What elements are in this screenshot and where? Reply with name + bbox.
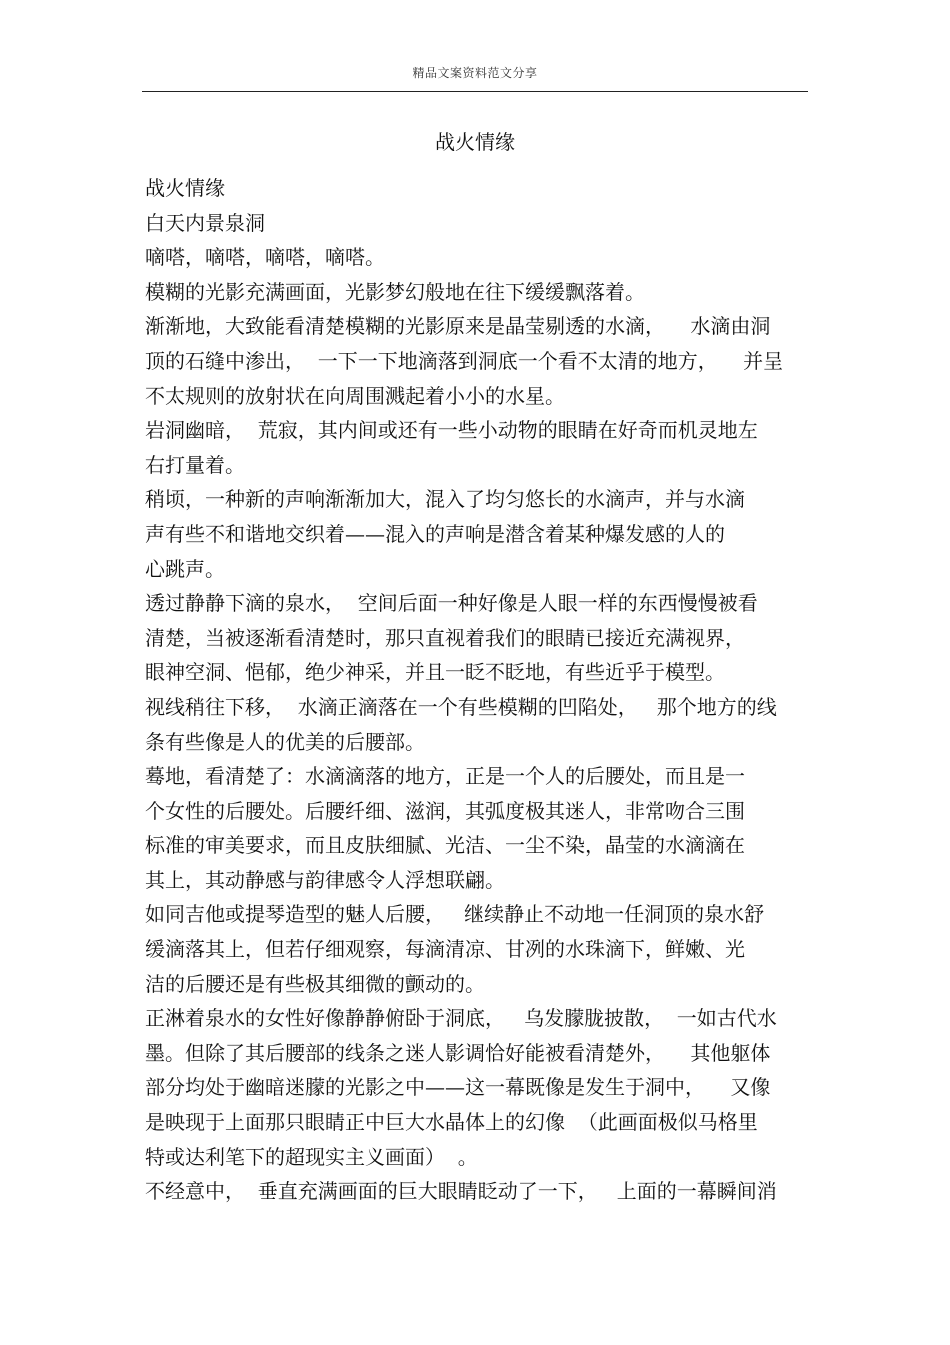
text-line: 缓滴落其上，但若仔细观察，每滴清凉、甘冽的水珠滴下，鲜嫩、光: [145, 937, 745, 962]
text-line: 透过静静下滴的泉水， 空间后面一种好像是人眼一样的东西慢慢被看: [145, 591, 758, 616]
text-line: 心跳声。: [145, 556, 225, 581]
document-title: 战火情缘: [435, 130, 515, 154]
text-line: 战火情缘: [145, 176, 225, 200]
header-divider: [142, 91, 808, 92]
text-line: 声有些不和谐地交织着——混入的声响是潜含着某种爆发感的人的: [145, 521, 725, 546]
text-line: 顶的石缝中渗出， 一下一下地滴落到洞底一个看不太清的地方， 并呈: [145, 348, 784, 373]
running-header: 精品文案资料范文分享: [412, 66, 538, 80]
text-line: 右打量着。: [145, 452, 245, 477]
text-line: 蓦地，看清楚了：水滴滴落的地方，正是一个人的后腰处，而且是一: [145, 764, 745, 789]
text-line: 墨。但除了其后腰部的线条之迷人影调恰好能被看清楚外， 其他躯体: [145, 1040, 771, 1065]
text-line: 嘀嗒，嘀嗒，嘀嗒，嘀嗒。: [145, 245, 385, 270]
text-line: 渐渐地，大致能看清楚模糊的光影原来是晶莹剔透的水滴， 水滴由洞: [145, 314, 771, 339]
text-line: 个女性的后腰处。后腰纤细、滋润，其弧度极其迷人，非常吻合三围: [145, 798, 745, 823]
text-line: 眼神空洞、悒郁，绝少神采，并且一眨不眨地，有些近乎于模型。: [145, 660, 725, 685]
document-body: [145, 171, 815, 1209]
text-line: 视线稍往下移， 水滴正滴落在一个有些模糊的凹陷处， 那个地方的线: [145, 694, 777, 719]
text-line: 洁的后腰还是有些极其细微的颤动的。: [145, 971, 485, 996]
text-line: 是映现于上面那只眼睛正中巨大水晶体上的幻像 （此画面极似马格里: [145, 1110, 758, 1135]
text-line: 清楚，当被逐渐看清楚时，那只直视着我们的眼睛已接近充满视界，: [145, 625, 745, 650]
text-line: 模糊的光影充满画面，光影梦幻般地在往下缓缓飘落着。: [145, 279, 645, 304]
text-line: 岩洞幽暗， 荒寂，其内间或还有一些小动物的眼睛在好奇而机灵地左: [145, 418, 758, 443]
text-line: 如同吉他或提琴造型的魅人后腰， 继续静止不动地一任洞顶的泉水舒: [145, 902, 765, 927]
text-line: 特或达利笔下的超现实主义画面） 。: [145, 1144, 478, 1169]
text-line: 条有些像是人的优美的后腰部。: [145, 729, 425, 754]
text-line: 白天内景泉洞: [145, 210, 265, 235]
text-line: 稍顷，一种新的声响渐渐加大，混入了均匀悠长的水滴声，并与水滴: [145, 487, 745, 512]
text-line: 其上，其动静感与韵律感令人浮想联翩。: [145, 867, 505, 892]
text-line: 不经意中， 垂直充满画面的巨大眼睛眨动了一下， 上面的一幕瞬间消: [145, 1179, 777, 1204]
text-line: 不太规则的放射状在向周围溅起着小小的水星。: [145, 383, 565, 408]
text-line: 部分均处于幽暗迷朦的光影之中——这一幕既像是发生于洞中， 又像: [145, 1075, 771, 1100]
text-line: 标准的审美要求，而且皮肤细腻、光洁、一尘不染，晶莹的水滴滴在: [145, 833, 745, 858]
text-line: 正淋着泉水的女性好像静静俯卧于洞底， 乌发朦胧披散， 一如古代水: [145, 1006, 777, 1031]
